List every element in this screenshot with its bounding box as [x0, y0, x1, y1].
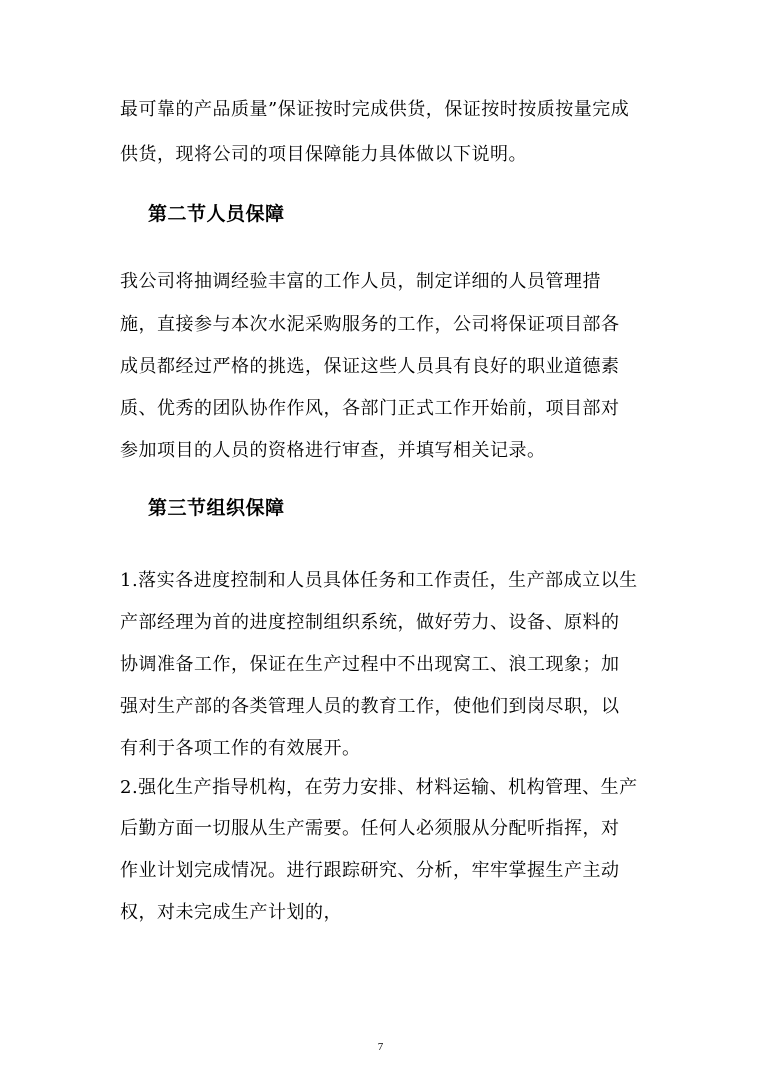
item1-line-5: 有利于各项工作的有效展开。 [120, 738, 361, 759]
personnel-line-2: 施，直接参与本次水泥采购服务的工作，公司将保证项目部各 [120, 314, 620, 335]
intro-line-2: 供货，现将公司的项目保障能力具体做以下说明。 [120, 144, 527, 165]
item1-line-1: 1.落实各进度控制和人员具体任务和工作责任，生产部成立以生 [120, 570, 638, 591]
item1-line-3: 协调准备工作，保证在生产过程中不出现窝工、浪工现象；加 [120, 654, 620, 675]
personnel-line-3: 成员都经过严格的挑选，保证这些人员具有良好的职业道德素 [120, 356, 620, 377]
item2-line-3: 作业计划完成情况。进行跟踪研究、分析，牢牢掌握生产主动 [120, 860, 620, 881]
personnel-line-1: 我公司将抽调经验丰富的工作人员，制定详细的人员管理措 [120, 271, 601, 292]
item2-line-2: 后勤方面一切服从生产需要。任何人必须服从分配听指挥，对 [120, 818, 620, 839]
item1-line-2: 产部经理为首的进度控制组织系统，做好劳力、设备、原料的 [120, 612, 620, 633]
item2-line-4: 权，对未完成生产计划的， [120, 902, 342, 923]
organization-heading: 第三节组织保障 [148, 497, 285, 519]
item1-line-4: 强对生产部的各类管理人员的教育工作，使他们到岗尽职，以 [120, 696, 620, 717]
personnel-line-5: 参加项目的人员的资格进行审查，并填写相关记录。 [120, 440, 546, 461]
item2-line-1: 2.强化生产指导机构，在劳力安排、材料运输、机构管理、生产 [120, 777, 638, 798]
personnel-line-4: 质、优秀的团队协作作风，各部门正式工作开始前，项目部对 [120, 398, 620, 419]
page-number: 7 [377, 1041, 384, 1053]
intro-line-1: 最可靠的产品质量”保证按时完成供货，保证按时按质按量完成 [120, 99, 630, 120]
personnel-heading: 第二节人员保障 [148, 203, 285, 225]
